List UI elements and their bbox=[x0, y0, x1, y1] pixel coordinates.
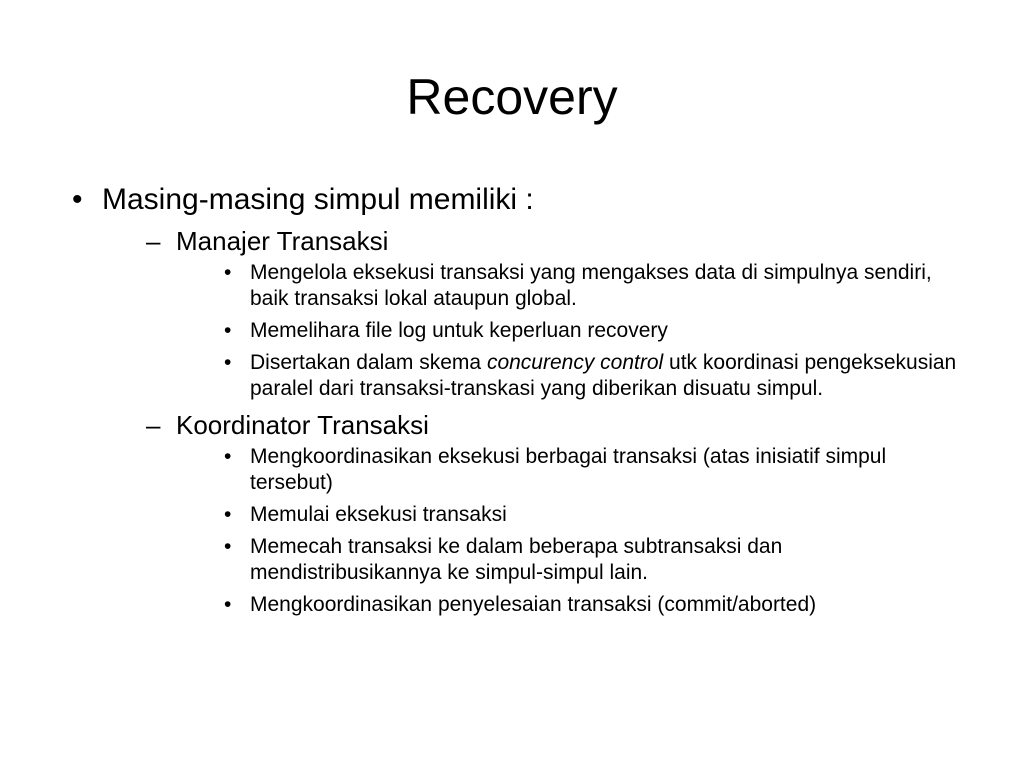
sub-item-heading: Manajer Transaksi bbox=[176, 226, 389, 256]
detail-item bbox=[222, 502, 972, 528]
sub-item-manajer-transaksi bbox=[146, 224, 972, 402]
bullet-level1-text: Masing-masing simpul memiliki : bbox=[102, 183, 534, 216]
detail-text: Mengkoordinasikan penyelesaian transaksi (commit/aborted) bbox=[250, 593, 817, 616]
detail-item bbox=[222, 318, 972, 344]
bullet-marker: • bbox=[224, 503, 232, 526]
bullet-marker: • bbox=[224, 593, 232, 616]
detail-text: Mengkoordinasikan eksekusi berbagai transaksi (atas inisiatif simpul tersebut) bbox=[250, 445, 887, 494]
sub-item-heading: Koordinator Transaksi bbox=[176, 410, 429, 440]
bullet-marker: • bbox=[224, 445, 232, 468]
bullet-marker: • bbox=[72, 183, 83, 216]
bullet-level1 bbox=[72, 180, 972, 618]
detail-text: Memelihara file log untuk keperluan recovery bbox=[250, 319, 668, 342]
slide-title: Recovery bbox=[406, 69, 618, 125]
slide-body bbox=[72, 180, 972, 624]
sub-list bbox=[102, 224, 972, 618]
bullet-marker: • bbox=[224, 261, 232, 284]
bullet-marker: • bbox=[224, 535, 232, 558]
detail-item bbox=[222, 534, 972, 586]
detail-item bbox=[222, 350, 972, 402]
detail-item bbox=[222, 260, 972, 312]
detail-text: Memecah transaksi ke dalam beberapa subtransaksi dan mendistribusikannya ke simpul-simpul lain. bbox=[250, 535, 783, 584]
bullet-list bbox=[72, 180, 972, 618]
detail-item bbox=[222, 592, 972, 618]
detail-text: Memulai eksekusi transaksi bbox=[250, 503, 507, 526]
bullet-marker: • bbox=[224, 351, 232, 374]
detail-text: utk koordinasi pengeksekusian paralel dari transaksi-transkasi yang diberikan disuatu simpul. bbox=[250, 351, 957, 400]
dash-marker: – bbox=[146, 410, 161, 440]
detail-text: Disertakan dalam skema bbox=[250, 351, 487, 374]
detail-text: Mengelola eksekusi transaksi yang mengakses data di simpulnya sendiri, baik transaksi lokal ataupun global. bbox=[250, 261, 932, 310]
dash-marker: – bbox=[146, 226, 161, 256]
detail-item bbox=[222, 444, 972, 496]
detail-list bbox=[176, 260, 972, 402]
detail-list bbox=[176, 444, 972, 618]
bullet-marker: • bbox=[224, 319, 232, 342]
detail-text-emphasis: concurency control bbox=[486, 351, 664, 374]
sub-item-koordinator-transaksi bbox=[146, 408, 972, 618]
